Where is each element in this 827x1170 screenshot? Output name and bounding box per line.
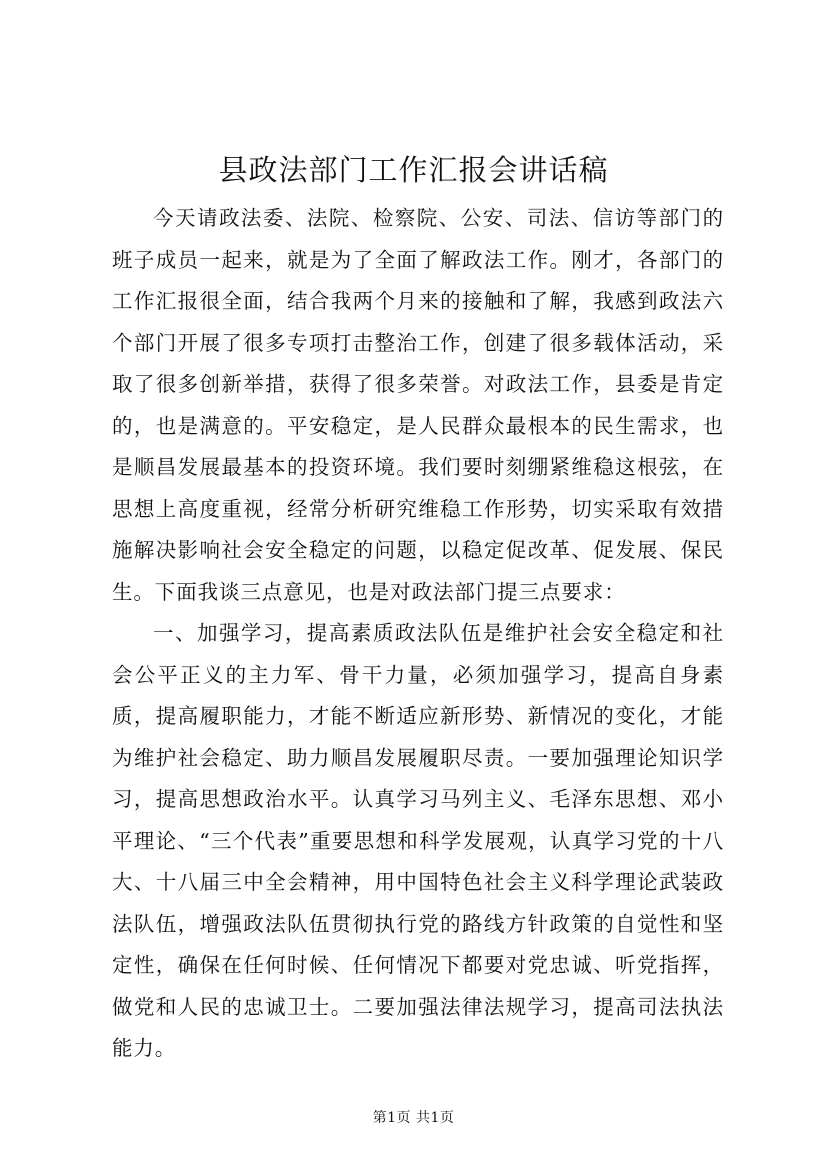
paragraph-section-one: 一、加强学习，提高素质政法队伍是维护社会安全稳定和社会公平正义的主力军、骨干力量，必须加强学习，提高自身素质，提高履职能力，才能不断适应新形势、新情况的变化，才能为维护社会稳定、助力顺昌发展履职尽责。一要加强理论知识学习，提高思想政治水平。认真学习马列主义、毛泽东思想、邓小平理论、“三个代表”重要思想和科学发展观，认真学习党的十八大、十八届三中全会精神，用中国特色社会主义科学理论武装政法队伍，增强政法队伍贯彻执行党的路线方针政策的自觉性和坚定性，确保在任何时候、任何情况下都要对党忠诚、听党指挥，做党和人民的忠诚卫士。二要加强法律法规学习，提高司法执法能力。 <box>112 621 724 1060</box>
document-title: 县政法部门工作汇报会讲话稿 <box>218 153 609 187</box>
document-body <box>112 198 724 1070</box>
paragraph-intro: 今天请政法委、法院、检察院、公安、司法、信访等部门的班子成员一起来，就是为了全面了解政法工作。刚才，各部门的工作汇报很全面，结合我两个月来的接触和了解，我感到政法六个部门开展了很多专项打击整治工作，创建了很多载体活动，采取了很多创新举措，获得了很多荣誉。对政法工作，县委是肯定的，也是满意的。平安稳定，是人民群众最根本的民生需求，也是顺昌发展最基本的投资环境。我们要时刻绷紧维稳这根弦，在思想上高度重视，经常分析研究维稳工作形势，切实采取有效措施解决影响社会安全稳定的问题，以稳定促改革、促发展、保民生。下面我谈三点意见，也是对政法部门提三点要求： <box>112 206 724 604</box>
page-footer: 第1页 共1页 <box>372 1110 455 1126</box>
